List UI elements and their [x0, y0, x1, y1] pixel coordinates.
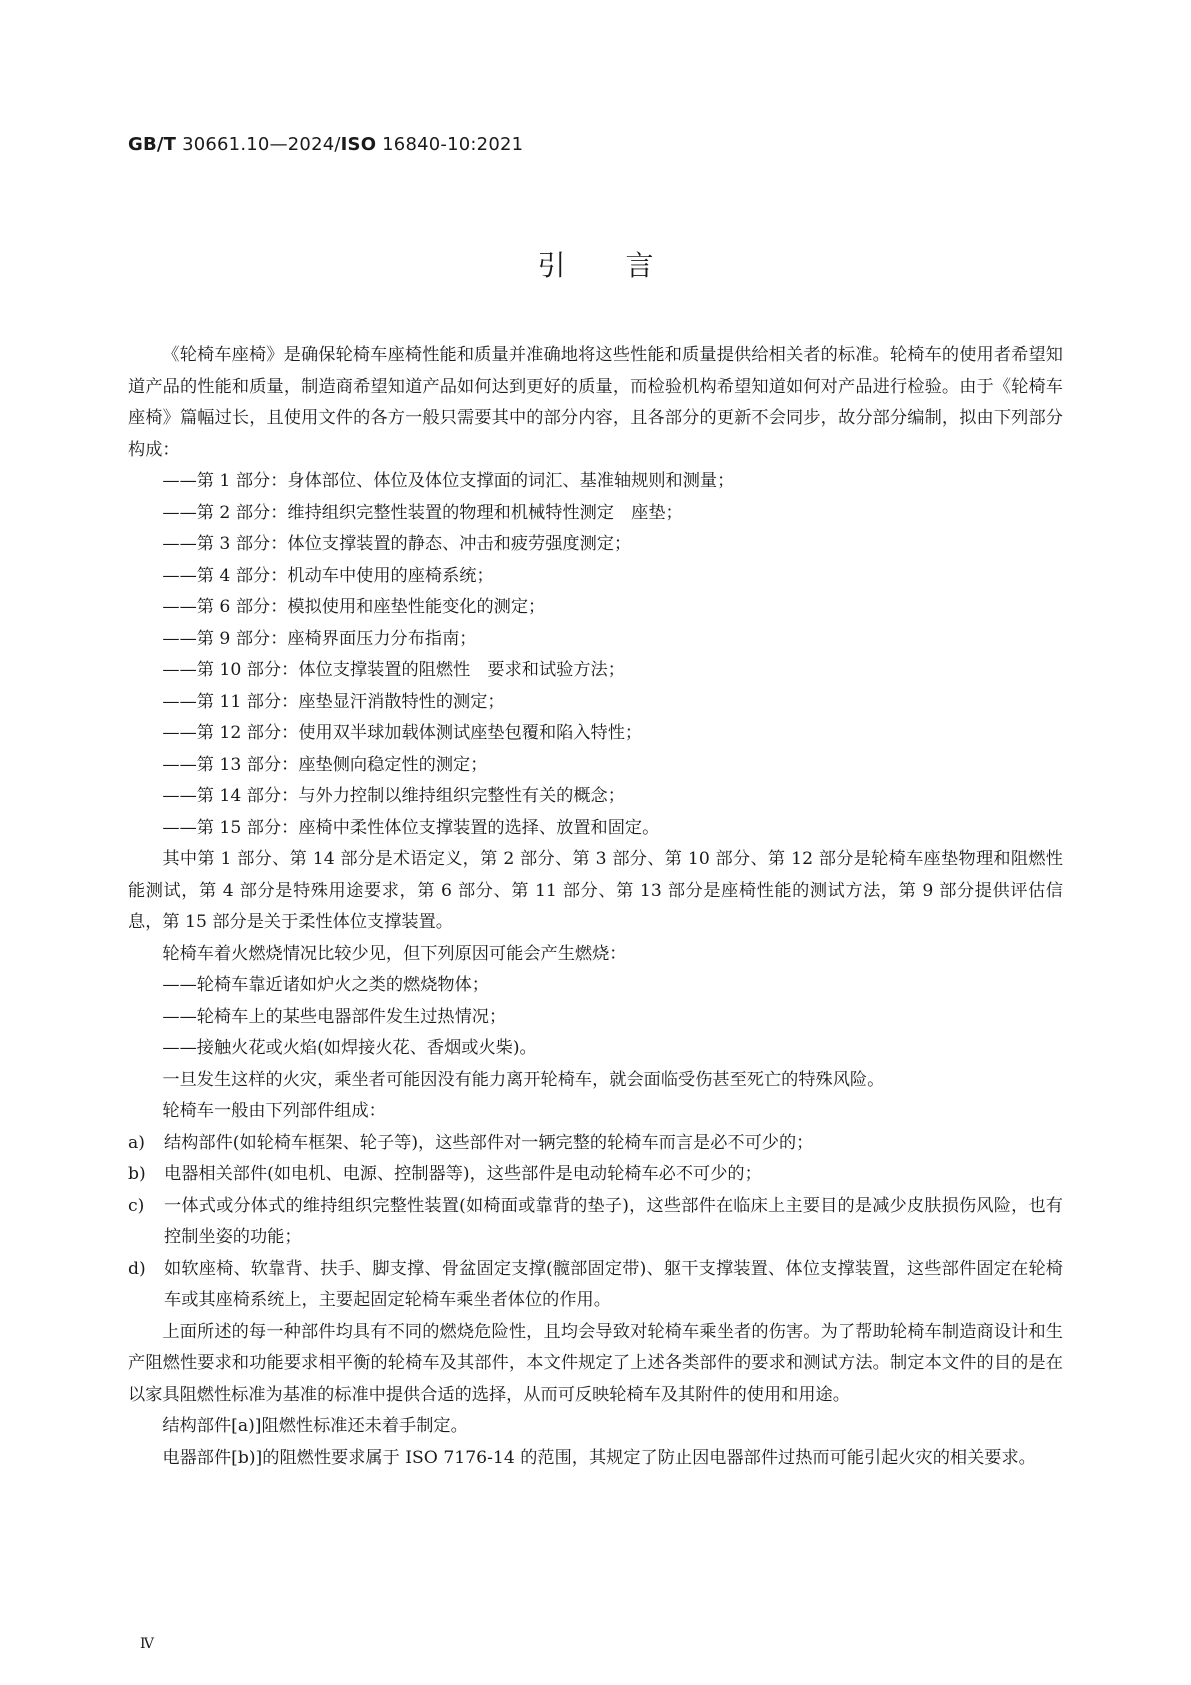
intro-paragraph: 《轮椅车座椅》是确保轮椅车座椅性能和质量并准确地将这些性能和质量提供给相关者的标准。轮椅车的使用者希望知道产品的性能和质量，制造商希望知道产品如何达到更好的质量，而检验机构希望知道如何对产品进行检验。由于《轮椅车座椅》篇幅过长，且使用文件的各方一般只需要其中的部分内容，且各部分的更新不会同步，故分部分编制，拟由下列部分构成：	[128, 345, 1063, 460]
document-code-header	[128, 134, 523, 155]
iso-code-prefix: ISO	[340, 134, 377, 155]
parts-list	[128, 466, 1063, 844]
list-item: ——轮椅车上的某些电器部件发生过热情况；	[162, 1006, 507, 1027]
list-item: ——第 3 部分：体位支撑装置的静态、冲击和疲劳强度测定；	[162, 534, 632, 554]
list-item: ——第 6 部分：模拟使用和座垫性能变化的测定；	[162, 597, 546, 617]
list-item: ——轮椅车靠近诸如炉火之类的燃烧物体；	[162, 975, 489, 995]
list-item: ——第 4 部分：机动车中使用的座椅系统；	[162, 565, 494, 586]
list-item: ——第 10 部分：体位支撑装置的阻燃性 要求和试验方法；	[162, 660, 625, 680]
list-item: ——第 11 部分：座垫显汗消散特性的测定；	[162, 691, 505, 712]
list-item: ——第 14 部分：与外力控制以维持组织完整性有关的概念；	[162, 786, 625, 806]
iso-code-number: 16840-10:2021	[376, 134, 524, 155]
fire-intro-paragraph: 轮椅车着火燃烧情况比较少见，但下列原因可能会产生燃烧：	[162, 943, 627, 964]
list-item: ——第 9 部分：座椅界面压力分布指南；	[162, 628, 477, 649]
item-text: 电器相关部件(如电机、电源、控制器等)，这些部件是电动轮椅车必不可少的；	[164, 1164, 762, 1184]
structural-note-paragraph: 结构部件[a)]阻燃性标准还未着手制定。	[162, 1416, 468, 1436]
page-title: 引言	[537, 249, 714, 282]
gb-code-number: 30661.10—2024/	[176, 134, 341, 155]
list-item: ——接触火花或火焰(如焊接火花、香烟或火柴)。	[162, 1038, 537, 1058]
list-item: ——第 12 部分：使用双半球加载体测试座垫包覆和陷入特性；	[162, 723, 643, 743]
gb-code-prefix: GB/T	[128, 134, 177, 155]
list-item	[128, 1128, 1063, 1160]
list-item: ——第 1 部分：身体部位、体位及体位支撑面的词汇、基准轴规则和测量；	[162, 471, 735, 491]
list-item	[128, 1254, 1063, 1317]
item-text: 结构部件(如轮椅车框架、轮子等)，这些部件对一辆完整的轮椅车而言是必不可少的；	[164, 1132, 814, 1153]
item-label: c)	[128, 1195, 145, 1216]
item-text: 如软座椅、软靠背、扶手、脚支撑、骨盆固定支撑(髋部固定带)、躯干支撑装置、体位支撑装置，这些部件固定在轮椅车或其座椅系统上，主要起固定轮椅车乘坐者体位的作用。	[164, 1258, 1063, 1310]
introduction-body	[128, 340, 1063, 1474]
list-item: ——第 13 部分：座垫侧向稳定性的测定；	[162, 754, 488, 775]
fire-causes-list	[128, 970, 1063, 1065]
item-label: b)	[128, 1164, 146, 1184]
fire-risk-paragraph: 一旦发生这样的火灾，乘坐者可能因没有能力离开轮椅车，就会面临受伤甚至死亡的特殊风险。	[162, 1069, 885, 1090]
item-label: a)	[128, 1132, 145, 1153]
page-number: Ⅳ	[140, 1636, 154, 1652]
hazard-paragraph: 上面所述的每一种部件均具有不同的燃烧危险性，且均会导致对轮椅车乘坐者的伤害。为了帮助轮椅车制造商设计和生产阻燃性要求和功能要求相平衡的轮椅车及其部件，本文件规定了上述各类部件的要求和测试方法。制定本文件的目的是在以家具阻燃性标准为基准的标准中提供合适的选择，从而可反映轮椅车及其附件的使用和用途。	[128, 1321, 1063, 1405]
list-item	[128, 1159, 1063, 1191]
list-item: ——第 2 部分：维持组织完整性装置的物理和机械特性测定 座垫；	[162, 502, 683, 523]
electrical-note-paragraph: 电器部件[b)]的阻燃性要求属于 ISO 7176-14 的范围，其规定了防止因电器部件过热而可能引起火灾的相关要求。	[162, 1447, 1036, 1468]
components-list	[128, 1128, 1063, 1317]
list-item: ——第 15 部分：座椅中柔性体位支撑装置的选择、放置和固定。	[162, 817, 660, 838]
item-text: 一体式或分体式的维持组织完整性装置(如椅面或靠背的垫子)，这些部件在临床上主要目的是减少皮肤损伤风险，也有控制坐姿的功能；	[164, 1195, 1063, 1247]
parts-summary-paragraph: 其中第 1 部分、第 14 部分是术语定义，第 2 部分、第 3 部分、第 10 部分、第 12 部分是轮椅车座垫物理和阻燃性能测试，第 4 部分是特殊用途要求，第 6 部分、第 11 部分、第 13 部分是座椅性能的测试方法，第 9 部分提供评估信息，第 15 部分是关于柔性体位支撑装置。	[128, 849, 1063, 932]
item-label: d)	[128, 1258, 146, 1279]
components-intro-paragraph: 轮椅车一般由下列部件组成：	[162, 1101, 386, 1121]
list-item	[128, 1191, 1063, 1254]
